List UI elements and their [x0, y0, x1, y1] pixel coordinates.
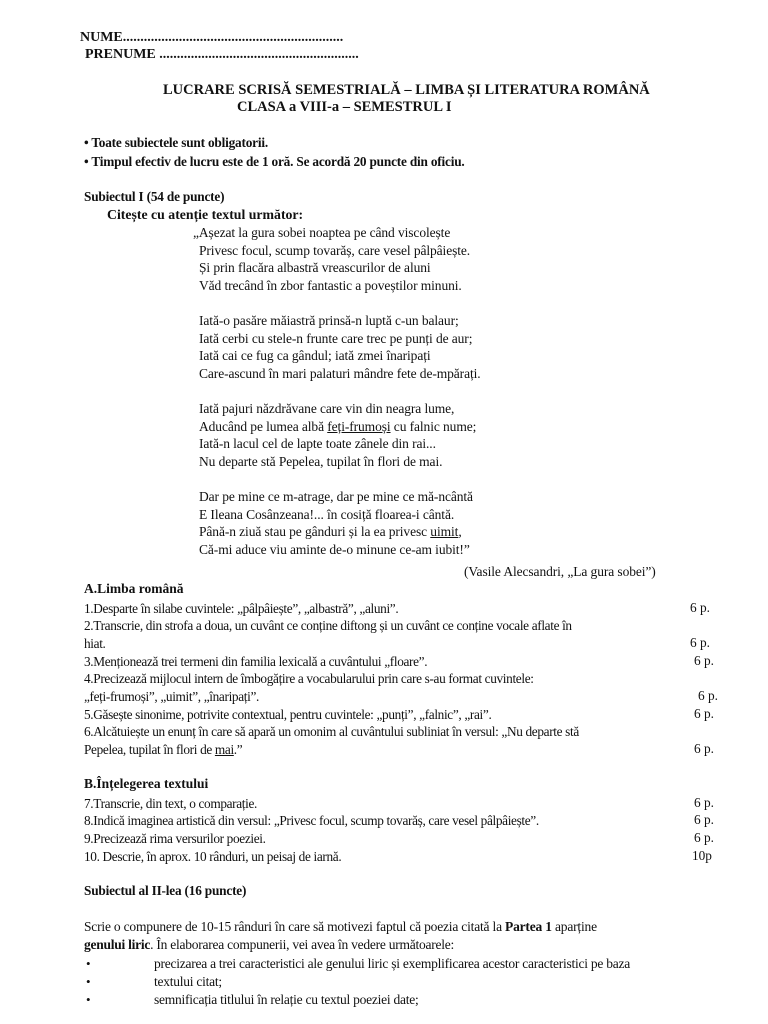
- subject1-prompt: Citește cu atenție textul următor:: [107, 207, 304, 222]
- question-2-cont: hiat.: [84, 636, 106, 651]
- surname-dots: .........................................................: [155, 47, 359, 62]
- question-2: 2.Transcrie, din strofa a doua, un cuvânt ce conține diftong și un cuvânt ce conține vocale aflate în: [84, 618, 572, 633]
- bullet-icon: •: [86, 992, 91, 1007]
- question-4-cont: „feți-frumoși”, „uimit”, „înaripați”.: [84, 689, 259, 704]
- underlined-word: mai: [214, 742, 234, 757]
- poem-line: Iată pajuri năzdrăvane care vin din neagra lume,: [199, 400, 455, 416]
- name-dots: ...............................................................: [122, 30, 344, 45]
- sectionA-heading: A.Limba română: [84, 581, 184, 596]
- instruction-1: • Toate subiectele sunt obligatorii.: [84, 135, 268, 150]
- poem-line: Iată cerbi cu stele-n frunte care trec pe punți de aur;: [199, 330, 473, 346]
- question-5: 5.Găsește sinonime, potrivite contextual, pentru cuvintele: „punți”, „falnic”, „rai”.: [84, 707, 492, 722]
- question-3-points: 6 p.: [694, 653, 714, 668]
- question-7: 7.Transcrie, din text, o comparație.: [84, 796, 258, 811]
- question-3: 3.Menționează trei termeni din familia lexicală a cuvântului „floare”.: [84, 654, 428, 669]
- question-2-points: 6 p.: [690, 635, 710, 650]
- poem-line: Nu departe stă Pepelea, tupilat în flori de mai.: [199, 453, 443, 469]
- question-1-points: 6 p.: [690, 600, 710, 615]
- name-field-line: [80, 29, 343, 46]
- poem-line: Iată-o pasăre măiastră prinsă-n luptă c-un balaur;: [199, 312, 459, 328]
- question-5-points: 6 p.: [694, 706, 714, 721]
- poem-attribution: (Vasile Alecsandri, „La gura sobei”): [464, 564, 656, 579]
- bullet-icon: •: [86, 956, 91, 971]
- poem-line: Dar pe mine ce m-atrage, dar pe mine ce mă-ncântă: [199, 488, 473, 504]
- bullet-item-3: semnificația titlului în relație cu textul poeziei date;: [154, 992, 419, 1007]
- poem-line: Iată-n lacul cel de lapte toate zânele din rai...: [199, 436, 436, 452]
- bullet-icon: •: [86, 974, 91, 989]
- document-title: LUCRARE SCRISĂ SEMESTRIALĂ – LIMBA ȘI LITERATURA ROMÂNĂ: [163, 82, 650, 98]
- sectionB-heading: B.Înțelegerea textului: [84, 776, 209, 791]
- name-label: NUME: [80, 30, 123, 45]
- poem-line: Și prin flacăra albastră vreascurilor de aluni: [199, 260, 431, 276]
- question-9-points: 6 p.: [694, 830, 714, 845]
- bullet-item-2: textului citat;: [154, 974, 222, 989]
- question-4: 4.Precizează mijlocul intern de îmbogățire a vocabularului prin care s-au format cuvintele:: [84, 671, 534, 686]
- surname-label: PRENUME: [85, 47, 156, 62]
- underlined-word: uimit: [430, 524, 459, 540]
- question-10: 10. Descrie, în aprox. 10 rânduri, un peisaj de iarnă.: [84, 849, 342, 864]
- question-6: 6.Alcătuiește un enunț în care să apară un omonim al cuvântului subliniat în versul: „Nu departe stă: [84, 724, 579, 739]
- document-subtitle: CLASA a VIII-a – SEMESTRUL I: [237, 99, 452, 115]
- poem: [193, 224, 481, 558]
- subject2-intro-line2: genului liric. În elaborarea compunerii, vei avea în vedere următoarele:: [84, 937, 454, 952]
- underlined-word: feți-frumoși: [327, 418, 391, 434]
- surname-field-line: [85, 46, 359, 63]
- bullet-item-1: precizarea a trei caracteristici ale genului liric și exemplificarea acestor caracteristici pe baza: [154, 956, 630, 971]
- question-7-points: 6 p.: [694, 795, 714, 810]
- question-4-points: 6 p.: [698, 688, 718, 703]
- instruction-2: • Timpul efectiv de lucru este de 1 oră. Se acordă 20 puncte din oficiu.: [84, 154, 465, 169]
- subject2-heading: Subiectul al II-lea (16 puncte): [84, 883, 247, 898]
- question-8-points: 6 p.: [694, 812, 714, 827]
- question-9: 9.Precizează rima versurilor poeziei.: [84, 831, 266, 846]
- subject2-intro-line1: Scrie o compunere de 10-15 rânduri în care să motivezi faptul că poezia citată la Partea 1 aparține: [84, 919, 597, 934]
- poem-line: Privesc focul, scump tovarăș, care vesel pâlpâiește.: [199, 242, 471, 258]
- question-1: 1.Desparte în silabe cuvintele: „pâlpâiește”, „albastră”, „aluni”.: [84, 601, 399, 616]
- poem-line: E Ileana Cosânzeana!... în cosiță floarea-i cântă.: [199, 506, 455, 522]
- poem-line-underlined: Până-n ziuă stau pe gânduri și la ea privesc uimit,: [199, 524, 462, 540]
- question-6-points: 6 p.: [694, 741, 714, 756]
- poem-line-underlined: Aducând pe lumea albă feți-frumoși cu falnic nume;: [199, 418, 477, 434]
- question-6-cont: Pepelea, tupilat în flori de mai.”: [84, 742, 243, 757]
- poem-line: „Așezat la gura sobei noaptea pe când viscolește: [193, 225, 451, 240]
- subject1-heading: Subiectul I (54 de puncte): [84, 189, 225, 204]
- poem-line: Văd trecând în zbor fantastic a poveștilor minuni.: [199, 277, 462, 293]
- question-10-points: 10p: [692, 848, 712, 863]
- poem-line: Care-ascund în mari palaturi mândre fete de-mpărați.: [199, 365, 481, 381]
- question-8: 8.Indică imaginea artistică din versul: „Privesc focul, scump tovarăș, care vesel pâlpâiește”.: [84, 813, 539, 828]
- poem-line: Că-mi aduce viu aminte de-o minune ce-am iubit!”: [199, 541, 470, 557]
- poem-line: Iată cai ce fug ca gândul; iată zmei înaripați: [199, 348, 431, 364]
